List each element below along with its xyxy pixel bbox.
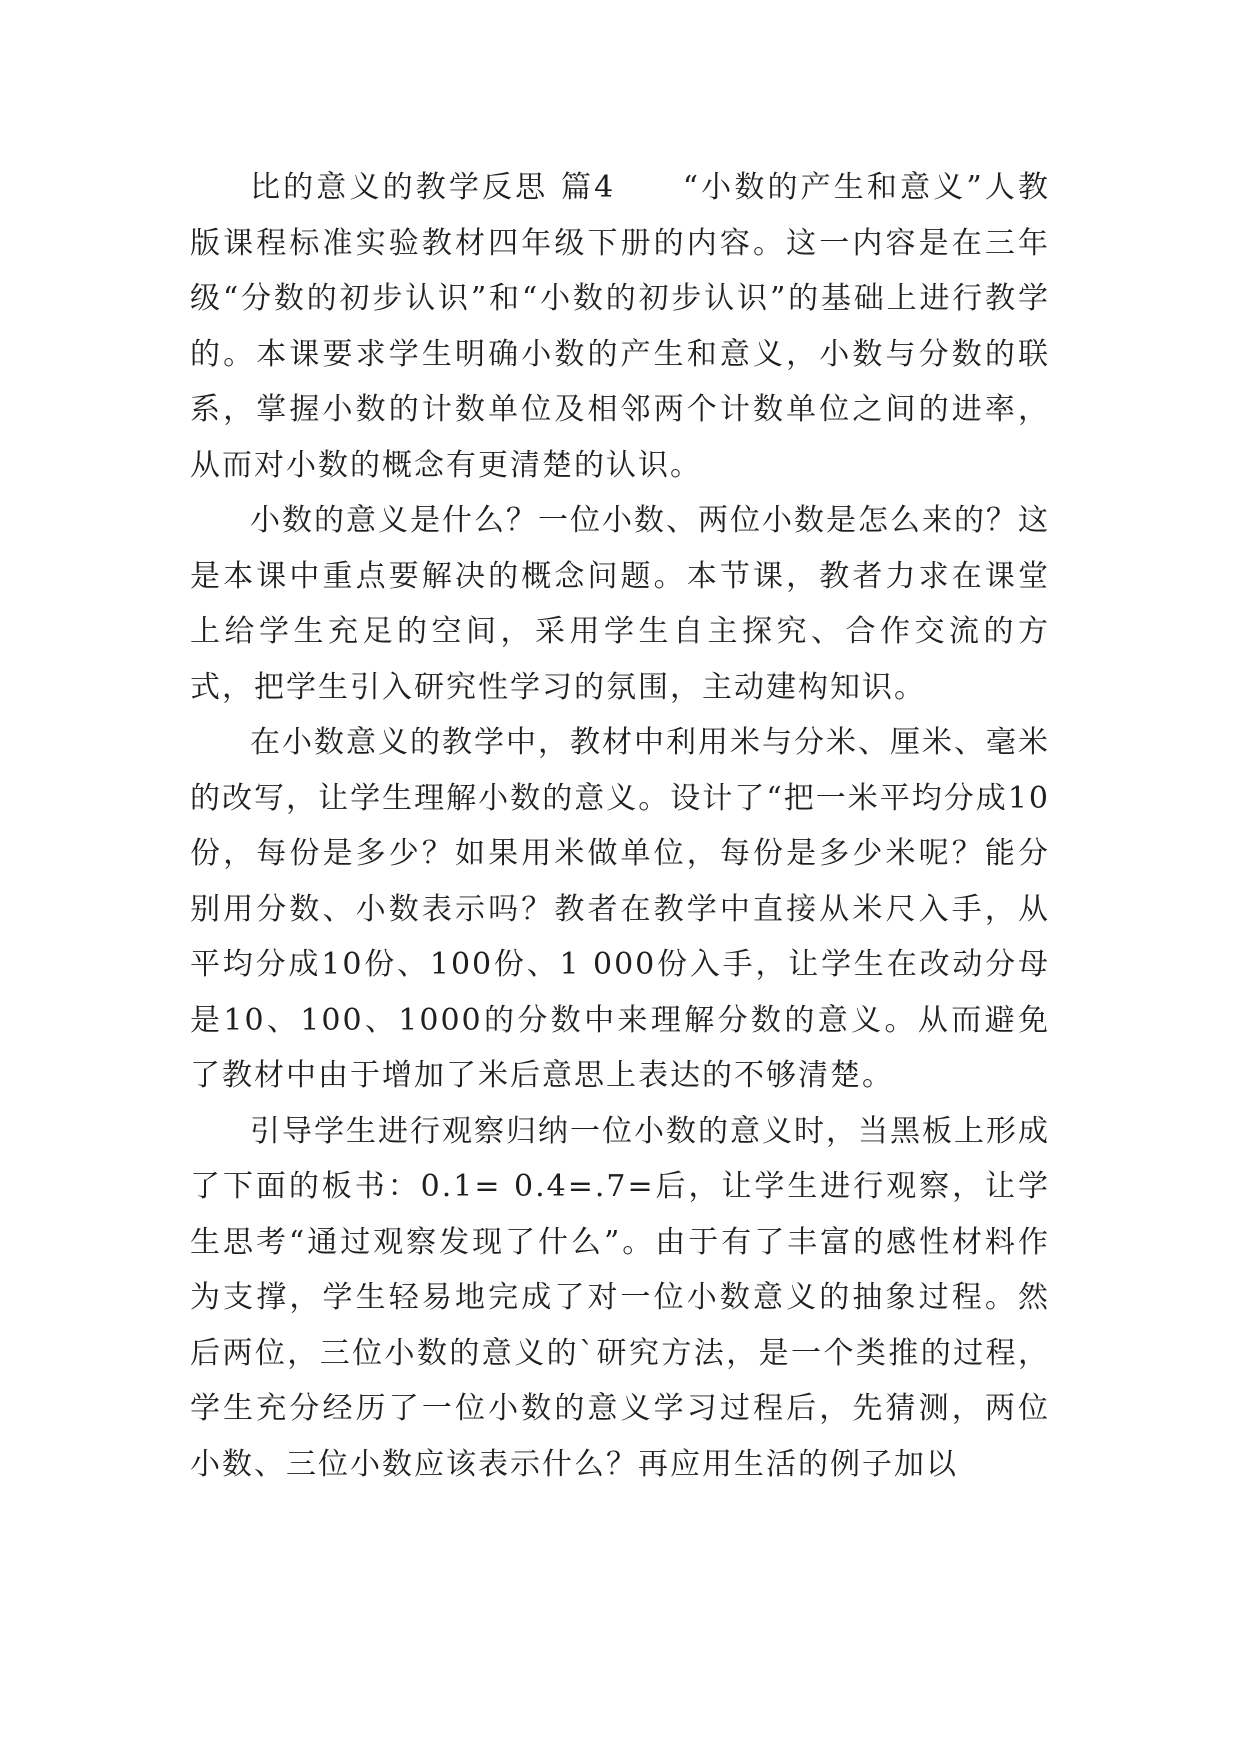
paragraph-2: 小数的意义是什么？一位小数、两位小数是怎么来的？这是本课中重点要解决的概念问题。本节课，教者力求在课堂上给学生充足的空间，采用学生自主探究、合作交流的方式，把学生引入研究性学习的氛围，主动建构知识。	[190, 503, 1050, 705]
document-body	[190, 160, 1050, 1492]
paragraph-4: 引导学生进行观察归纳一位小数的意义时，当黑板上形成了下面的板书：0.1= 0.4=.7=后，让学生进行观察，让学生思考“通过观察发现了什么”。由于有了丰富的感性材料作为支撑，学生轻易地完成了对一位小数意义的抽象过程。然后两位，三位小数的意义的`研究方法，是一个类推的过程，学生充分经历了一位小数的意义学习过程后，先猜测，两位小数、三位小数应该表示什么？再应用生活的例子加以	[190, 1113, 1050, 1482]
paragraph-3: 在小数意义的教学中，教材中利用米与分米、厘米、毫米的改写，让学生理解小数的意义。设计了“把一米平均分成10份，每份是多少？如果用米做单位，每份是多少米呢？能分别用分数、小数表示吗？教者在教学中直接从米尺入手，从平均分成10份、100份、1 000份入手，让学生在改动分母是10、100、1000的分数中来理解分数的意义。从而避免了教材中由于增加了米后意思上表达的不够清楚。	[190, 725, 1050, 1093]
paragraph-1: 比的意义的教学反思 篇4 “小数的产生和意义”人教版课程标准实验教材四年级下册的内容。这一内容是在三年级“分数的初步认识”和“小数的初步认识”的基础上进行教学的。本课要求学生明确小数的产生和意义，小数与分数的联系，掌握小数的计数单位及相邻两个计数单位之间的进率，从而对小数的概念有更清楚的认识。	[190, 170, 1050, 483]
